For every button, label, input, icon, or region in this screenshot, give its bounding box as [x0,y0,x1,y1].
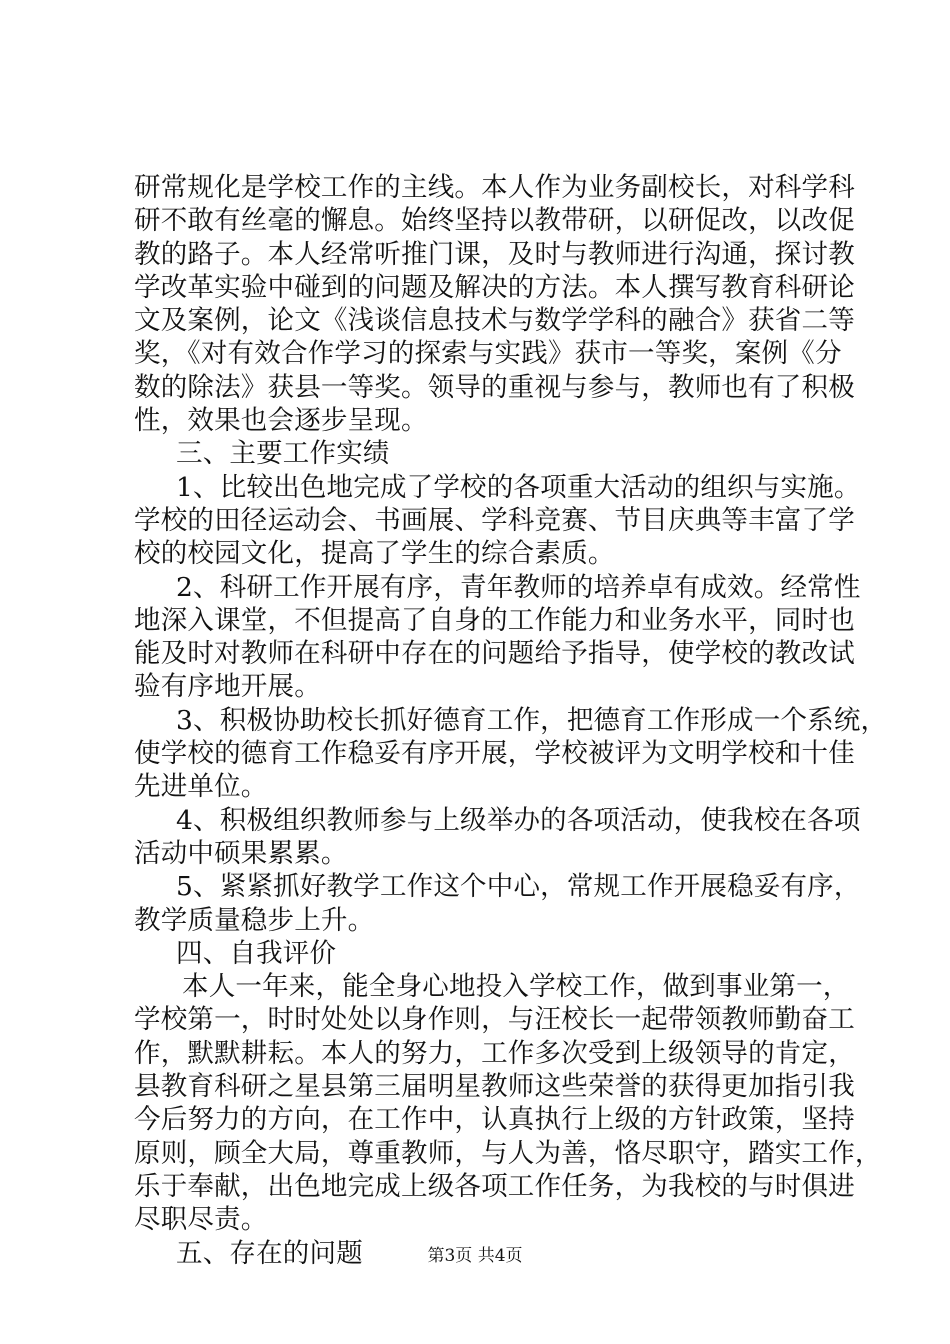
text-line: 三、主要工作实绩 [176,438,390,470]
text-line: 活动中硕果累累。 [134,837,348,869]
text-line: 今后努力的方向，在工作中，认真执行上级的方针政策，坚持 [134,1104,855,1136]
text-line: 5、紧紧抓好教学工作这个中心，常规工作开展稳妥有序， [176,871,861,903]
text-line: 研不敢有丝毫的懈息。始终坚持以教带研，以研促改，以改促 [134,205,855,237]
document-body [134,171,888,1270]
text-line: 五、存在的问题 [176,1237,363,1269]
text-line: 学校第一，时时处处以身作则，与汪校长一起带领教师勤奋工 [134,1004,855,1036]
page-footer: 第3页 共4页 [427,1246,523,1266]
text-line: 数的除法》获县一等奖。领导的重视与参与，教师也有了积极 [134,371,855,403]
text-line: 研常规化是学校工作的主线。本人作为业务副校长，对科学科 [134,172,855,203]
text-line: 使学校的德育工作稳妥有序开展，学校被评为文明学校和十佳 [134,738,855,770]
text-line: 本人一年来，能全身心地投入学校工作，做到事业第一， [182,971,850,1003]
text-line: 乐于奉献，出色地完成上级各项工作任务，为我校的与时俱进 [134,1170,855,1202]
text-line: 教学质量稳步上升。 [134,904,375,936]
text-line: 教的路子。本人经常听推门课，及时与教师进行沟通，探讨教 [134,238,855,270]
text-line: 学改革实验中碰到的问题及解决的方法。本人撰写教育科研论 [134,271,855,303]
text-line: 四、自我评价 [176,937,337,969]
text-line: 文及案例，论文《浅谈信息技术与数学学科的融合》获省二等 [134,305,855,337]
text-line: 3、积极协助校长抓好德育工作，把德育工作形成一个系统， [176,704,888,736]
text-line: 1、比较出色地完成了学校的各项重大活动的组织与实施。 [176,471,861,503]
text-line: 作，默默耕耘。本人的努力，工作多次受到上级领导的肯定， [134,1037,855,1069]
text-line: 校的校园文化，提高了学生的综合素质。 [134,538,615,570]
text-line: 性，效果也会逐步呈现。 [134,405,428,437]
text-line: 2、科研工作开展有序，青年教师的培养卓有成效。经常性 [176,571,861,603]
text-line: 验有序地开展。 [134,671,321,703]
text-line: 学校的田径运动会、书画展、学科竞赛、节目庆典等丰富了学 [134,504,855,536]
text-line: 奖，《对有效合作学习的探索与实践》获市一等奖，案例《分 [134,338,842,370]
text-line: 尽职尽责。 [134,1204,268,1236]
text-line: 能及时对教师在科研中存在的问题给予指导，使学校的教改试 [134,638,855,670]
text-line: 地深入课堂，不但提高了自身的工作能力和业务水平，同时也 [134,604,855,636]
text-line: 原则，顾全大局，尊重教师，与人为善，恪尽职守，踏实工作， [134,1137,882,1169]
text-line: 县教育科研之星县第三届明星教师这些荣誉的获得更加指引我 [134,1071,855,1103]
text-line: 4、积极组织教师参与上级举办的各项活动，使我校在各项 [176,804,861,836]
text-line: 先进单位。 [134,771,268,803]
